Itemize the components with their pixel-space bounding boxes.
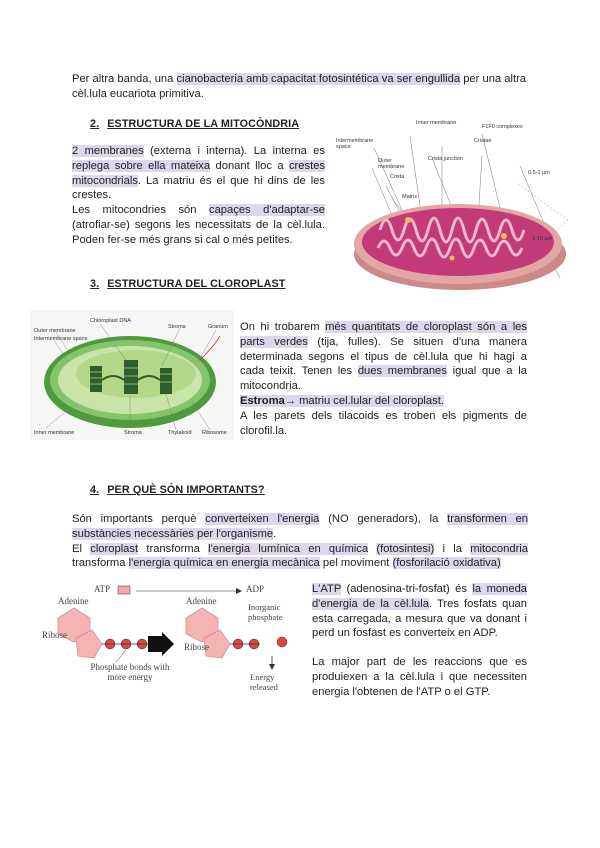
section-2-heading: 2. ESTRUCTURA DE LA MITOCÒNDRIA (90, 118, 300, 130)
text-run: . (273, 527, 277, 540)
mito-label-length: 1-10 µm (532, 236, 553, 242)
atp-label: ATP (94, 584, 111, 594)
mito-label-crista: Crista (390, 174, 405, 180)
text-run: (atrofiar-se) segons les necessitats de la cèl.lula. Poden fer-se més grans si cal o més petites. (72, 218, 325, 246)
highlighted-text: dues membranes (357, 365, 447, 378)
chloro-label-outer: Outer membrane (34, 328, 76, 334)
adenine-label-left: Adenine (58, 596, 89, 606)
section-3-text-3: A les parets dels tilacoids es troben els pigments de clorofil.la. (240, 409, 527, 437)
mito-label-matrix: Matrix (402, 194, 417, 200)
chloro-label-granum: Granum (208, 324, 228, 330)
atp-paragraph (312, 582, 527, 700)
section-3-heading: 3. ESTRUCTURA DEL CLOROPLAST (90, 278, 286, 290)
highlighted-text: crestes mitocondrials (72, 159, 326, 187)
highlighted-text: 2 membranes (72, 145, 144, 157)
highlighted-text: mitocondria (470, 542, 529, 555)
chloroplast-figure (30, 310, 234, 440)
section-2-paragraph (72, 144, 325, 248)
mito-label-crista-junction: Crista junction (428, 156, 463, 162)
section-4-heading: 4. PER QUÈ SÓN IMPORTANTS? (90, 484, 265, 496)
text-run: . Tres fosfats quan esta carregada, a mesura que va donant i perd un fosfast es converteix en ADP. (312, 597, 527, 640)
mito-label-intermembrane: Intermembrane space (336, 138, 374, 150)
highlighted-text: més quantitats de cloroplast són a les parts verdes (240, 321, 527, 348)
ribose-label-left: Ribose (42, 630, 68, 640)
highlighted-text: la moneda d'energia de la cèl.lula (312, 583, 528, 610)
text-run: donant lloc a (210, 159, 289, 172)
text-run: (externa i interna). La interna es (143, 145, 325, 157)
highlighted-text: cloroplast (90, 542, 139, 555)
section-4-text-1 (72, 512, 528, 542)
inorganic-phosphate-label: Inorganic phosphate (248, 602, 283, 622)
text-run: i la (434, 542, 471, 555)
mito-label-cristae: Cristae (474, 138, 492, 144)
highlighted-text: capaçes d'adaptar-se (208, 204, 325, 217)
ribose-label-right: Ribose (184, 642, 210, 652)
text-run: Són importants perquè (72, 513, 206, 525)
highlighted-text: (fosforilació oxidativa) (392, 557, 501, 570)
chloro-label-dna: Chloroplast DNA (90, 318, 131, 324)
intro-paragraph: Per altra banda, una cianobacteria amb capacitat fotosintética va ser engullida per una altra cèl.lula eucariota primitiva. (72, 73, 527, 100)
chloro-label-intermembrane: Intermembrane space (34, 336, 88, 342)
mito-label-inner-membrane: Inner membrane (416, 120, 457, 126)
highlighted-text: transformen en substàncies necessàries per l'organisme (72, 513, 529, 540)
chloro-label-inner: Inner membrane (34, 430, 75, 436)
highlighted-text: converteixen l'energia (205, 513, 320, 525)
text-run: . La matriu és el que hi dins de les crestes. (72, 174, 325, 202)
mito-label-f1f0: F1F0 complexes (482, 124, 523, 130)
section-3-text-1 (240, 320, 527, 394)
atp-figure (36, 578, 306, 690)
highlighted-text: l'energia lumínica en química (208, 542, 369, 555)
adenine-label-right: Adenine (186, 596, 217, 606)
text-run: (tija, fulles). Se situen d'una manera determinada segons el tipus de cèl.lula que hi hagi a cada teixit. Tenen les (240, 335, 527, 378)
adp-label: ADP (246, 584, 265, 594)
atp-text-1 (312, 582, 527, 641)
text-run: (adenosina-tri-fosfat) és (341, 583, 473, 595)
section-4-text-2 (72, 542, 528, 572)
text-run: El (72, 542, 91, 555)
mitochondria-illustration (332, 108, 578, 300)
mito-label-width: 0.5-1 µm (528, 170, 550, 176)
estroma-line: Estroma→ matriu cel.lular del cloroplast. (240, 394, 444, 407)
text-run: Les mitocondries són (72, 204, 209, 217)
section-3-paragraph (240, 320, 527, 438)
chloro-label-thylakoid: Thylakoid (168, 430, 192, 436)
section-2-text-2 (72, 203, 325, 247)
highlighted-text: l'energia química en energia mecànica (128, 557, 320, 570)
section-4-paragraph (72, 512, 528, 571)
section-2-text-1 (72, 144, 325, 203)
energy-released-label: Energy released (250, 672, 278, 692)
highlighted-text: replega sobre ella mateixa (72, 159, 211, 172)
text-run: transforma (72, 557, 129, 570)
text-run: (NO generadors), la (319, 513, 448, 525)
text-run: pel moviment (319, 557, 393, 570)
mito-label-outer-membrane: Outer membrane (378, 158, 405, 170)
atp-text-2: La major part de les reaccions que es produiexen a la cèl.lula i que necessiten energia l'obtenen de l'ATP o el GTP. (312, 656, 527, 698)
text-run: igual que a la mitocondria. (240, 365, 527, 393)
chloro-label-stroma: Stroma (168, 324, 186, 330)
text-run: transforma (138, 542, 209, 555)
highlighted-text: (fotosintesi) (376, 542, 435, 555)
highlighted-text: L'ATP (312, 583, 342, 595)
chloro-label-stroma-2: Stroma (124, 430, 142, 436)
chloro-label-ribosome: Ribosome (202, 430, 227, 436)
text-run: On hi trobarem (240, 321, 326, 333)
phosphate-bonds-label: Phosphate bonds with more energy (90, 662, 170, 682)
mitochondria-figure (332, 108, 578, 300)
